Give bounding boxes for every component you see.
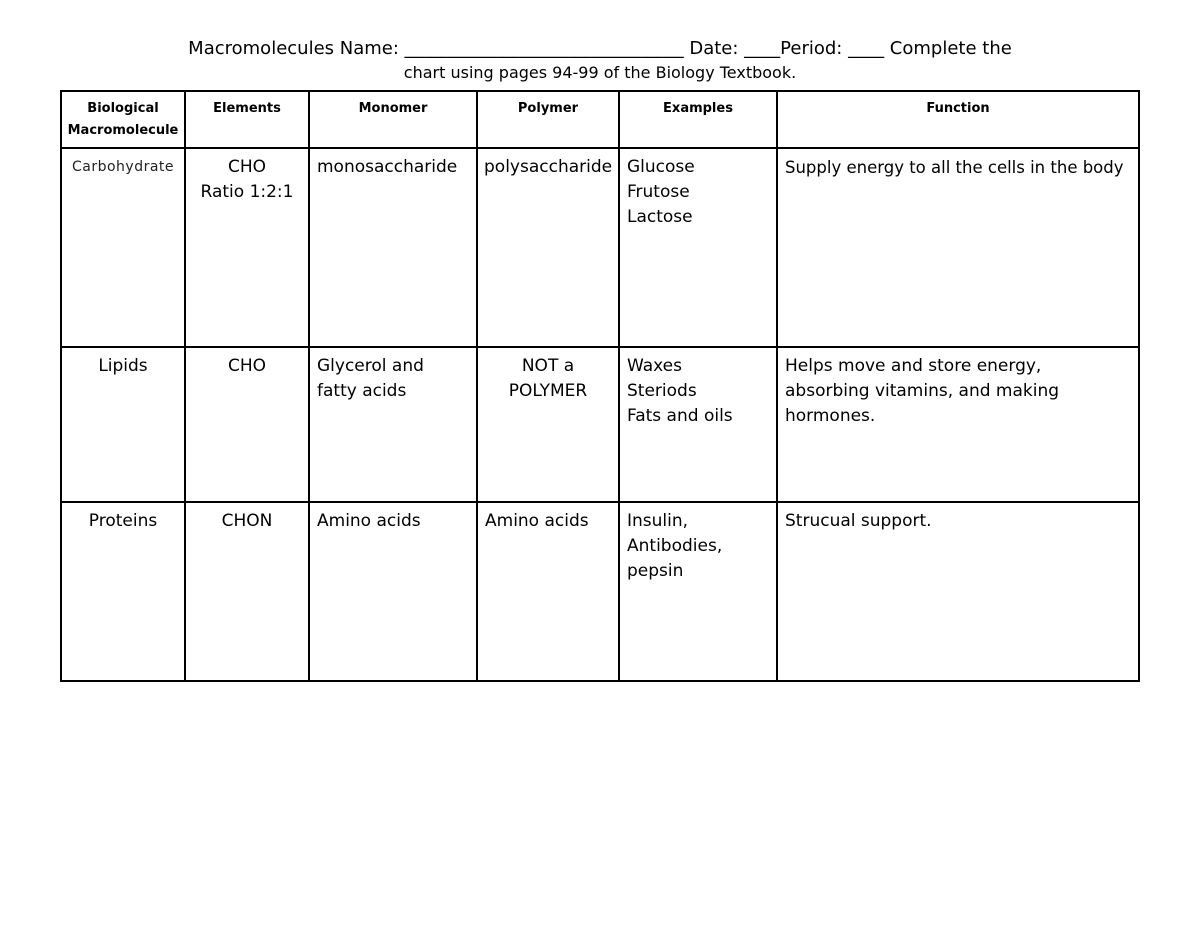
cell-line: Glycerol and xyxy=(317,356,424,376)
cell-examples xyxy=(619,148,777,347)
cell-line: Insulin, xyxy=(627,511,689,531)
cell-line: Fats and oils xyxy=(627,406,733,426)
header-macromolecule xyxy=(61,91,185,148)
cell-elements xyxy=(185,347,309,502)
cell-line: pepsin xyxy=(627,561,684,581)
header-examples: Examples xyxy=(619,91,777,148)
header-polymer: Polymer xyxy=(477,91,619,148)
cell-line: Amino acids xyxy=(485,511,589,531)
table-row xyxy=(61,502,1139,681)
cell-line: fatty acids xyxy=(317,381,407,401)
cell-line: Amino acids xyxy=(317,511,421,531)
cell-polymer xyxy=(477,148,619,347)
cell-line: CHO xyxy=(227,356,267,376)
cell-line: Ratio 1:2:1 xyxy=(200,182,294,202)
table-header-row xyxy=(61,91,1139,148)
cell-examples xyxy=(619,347,777,502)
cell-line: polysaccharide xyxy=(484,157,613,177)
cell-line: monosaccharide xyxy=(317,157,458,177)
cell-line: Steriods xyxy=(627,381,697,401)
header-macromolecule-line-1: Biological xyxy=(87,101,159,116)
table-row xyxy=(61,347,1139,502)
cell-function: Supply energy to all the cells in the body xyxy=(777,148,1139,347)
cell-line: POLYMER xyxy=(508,381,588,401)
header-elements: Elements xyxy=(185,91,309,148)
heading-line-2: chart using pages 94-99 of the Biology Textbook. xyxy=(403,63,797,82)
cell-line: Frutose xyxy=(627,182,690,202)
cell-polymer xyxy=(477,502,619,681)
cell-line: Lactose xyxy=(627,207,693,227)
macromolecules-table xyxy=(60,90,1140,682)
cell-macromolecule: Proteins xyxy=(61,502,185,681)
header-function: Function xyxy=(777,91,1139,148)
cell-line: Waxes xyxy=(627,356,682,376)
cell-line: Glucose xyxy=(627,157,695,177)
worksheet-heading xyxy=(60,36,1140,84)
cell-elements xyxy=(185,502,309,681)
header-macromolecule-line-2: Macromolecule xyxy=(67,123,179,138)
cell-macromolecule: Lipids xyxy=(61,347,185,502)
cell-function: Strucual support. xyxy=(777,502,1139,681)
cell-function: Helps move and store energy, absorbing vitamins, and making hormones. xyxy=(777,347,1139,502)
table-row xyxy=(61,148,1139,347)
cell-monomer xyxy=(309,502,477,681)
header-monomer: Monomer xyxy=(309,91,477,148)
cell-line: NOT a xyxy=(521,356,575,376)
cell-elements xyxy=(185,148,309,347)
cell-polymer xyxy=(477,347,619,502)
cell-line: Antibodies, xyxy=(627,536,723,556)
cell-line: CHO xyxy=(227,157,267,177)
cell-macromolecule: Carbohydrate xyxy=(61,148,185,347)
cell-monomer xyxy=(309,148,477,347)
cell-examples xyxy=(619,502,777,681)
heading-line-1: Macromolecules Name: _______________________________ Date: ____Period: ____ Complete the xyxy=(188,38,1012,59)
cell-line: CHON xyxy=(221,511,273,531)
cell-monomer xyxy=(309,347,477,502)
